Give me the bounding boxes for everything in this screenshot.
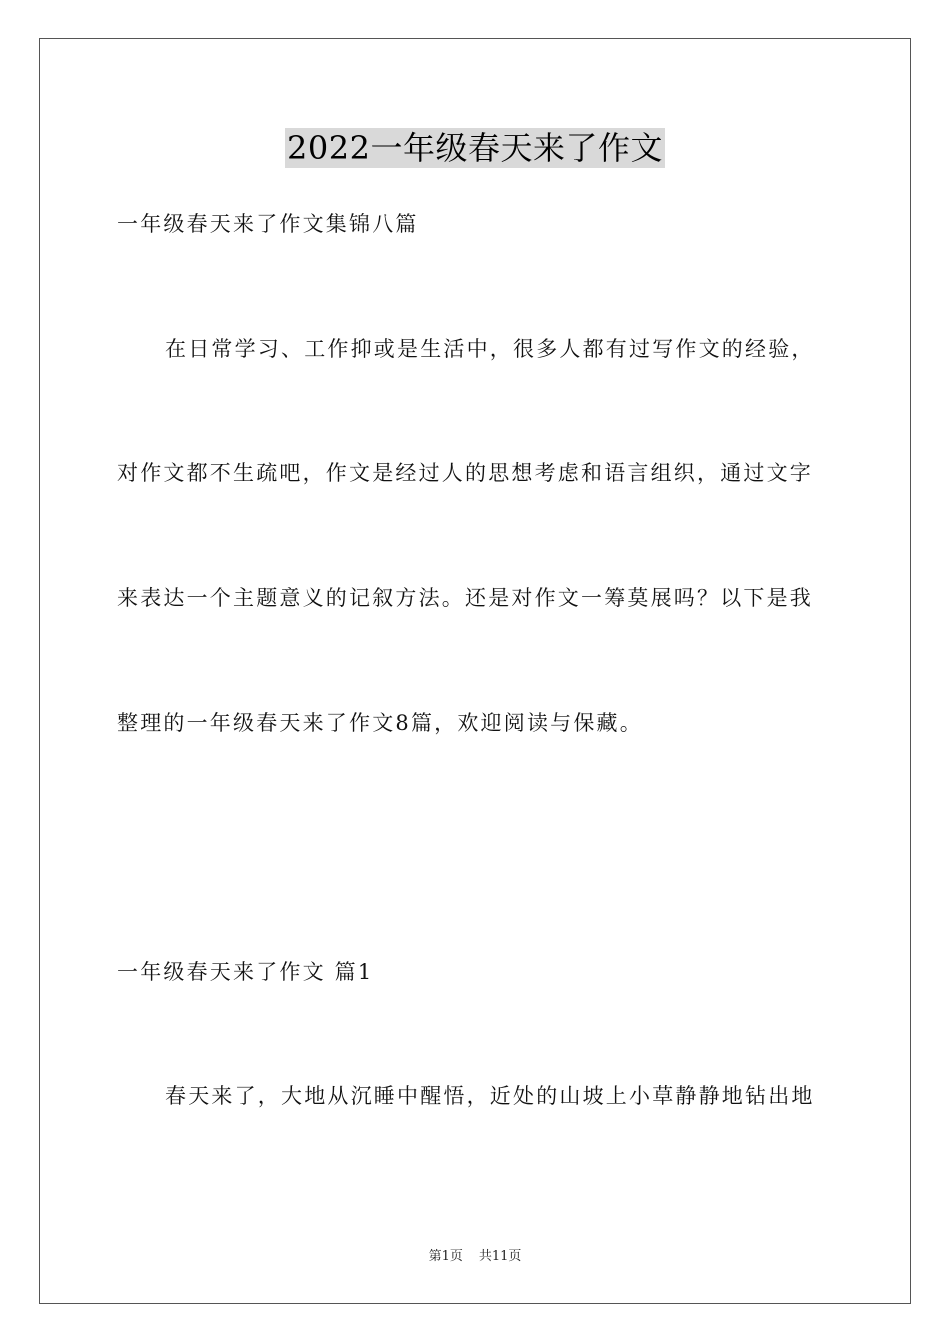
section-line-1: 春天来了，大地从沉睡中醒悟，近处的山坡上小草静静地钻出地 (165, 1084, 815, 1108)
intro-line-2: 对作文都不生疏吧，作文是经过人的思想考虑和语言组织，通过文字 (117, 461, 813, 485)
intro-line-3: 来表达一个主题意义的记叙方法。还是对作文一筹莫展吗？以下是我 (117, 586, 813, 610)
page-footer (0, 1248, 950, 1266)
document-title: 2022一年级春天来了作文 (287, 129, 663, 167)
document-subtitle: 一年级春天来了作文集锦八篇 (117, 212, 419, 236)
section-heading: 一年级春天来了作文 篇1 (117, 960, 374, 984)
page-number: 第1页 (428, 1249, 463, 1264)
intro-line-1: 在日常学习、工作抑或是生活中，很多人都有过写作文的经验， (165, 337, 815, 361)
intro-line-4: 整理的一年级春天来了作文8篇，欢迎阅读与保藏。 (117, 711, 643, 735)
page-total: 共11页 (478, 1249, 522, 1264)
title-wrap (0, 128, 950, 168)
